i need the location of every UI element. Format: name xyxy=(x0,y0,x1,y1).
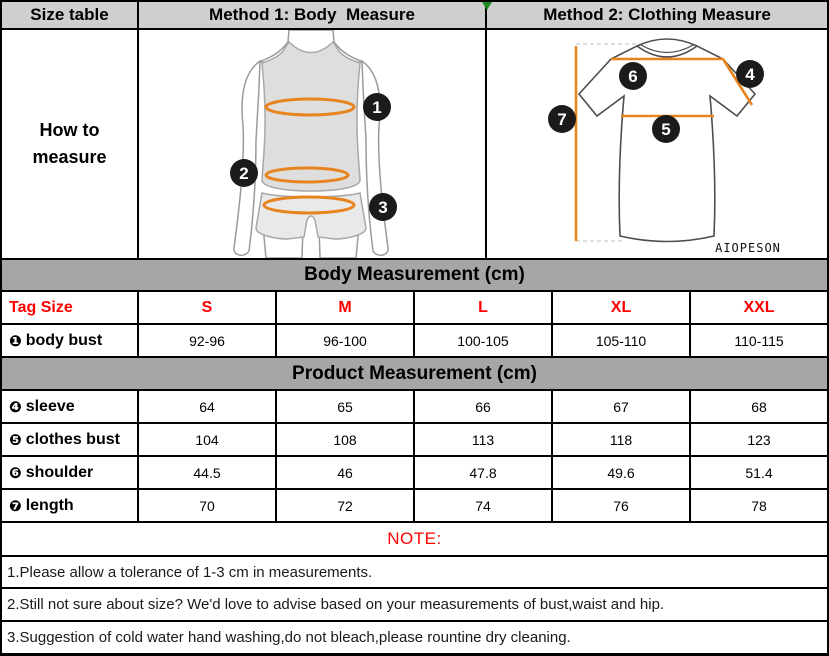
length-row xyxy=(2,490,827,523)
marker-6-glyph: ❻ xyxy=(9,463,22,482)
tshirt-figure-icon xyxy=(487,30,825,258)
body-bust-text: body bust xyxy=(25,331,103,349)
body-bust-label xyxy=(2,325,139,356)
product-measurement-header: Product Measurement (cm) xyxy=(2,358,827,391)
tag-size-row xyxy=(2,292,827,325)
size-l: L xyxy=(415,292,553,323)
note-title-row xyxy=(2,523,827,557)
marker-2-label: 2 xyxy=(239,164,249,183)
note-text-1: 1.Please allow a tolerance of 1-3 cm in measurements. xyxy=(7,563,373,581)
tshirt-shape xyxy=(579,46,755,242)
shoulder-xl: 49.6 xyxy=(553,457,691,488)
sleeve-text: sleeve xyxy=(25,397,75,415)
collar-inner xyxy=(641,45,693,53)
size-s: S xyxy=(139,292,277,323)
tag-size-label: Tag Size xyxy=(2,292,139,323)
marker-7-glyph: ❼ xyxy=(9,496,22,515)
top-header-row xyxy=(2,2,827,30)
clothes-bust-m: 108 xyxy=(277,424,415,455)
body-bust-row xyxy=(2,325,827,358)
shoulder-s: 44.5 xyxy=(139,457,277,488)
marker-4-label: 4 xyxy=(745,65,755,84)
length-m: 72 xyxy=(277,490,415,521)
shoulder-l: 47.8 xyxy=(415,457,553,488)
sleeve-m: 65 xyxy=(277,391,415,422)
clothes-bust-xxl: 123 xyxy=(747,431,771,448)
note-item-2 xyxy=(2,589,827,622)
how-to-measure-line1: How to xyxy=(39,120,100,140)
sleeve-s: 64 xyxy=(139,391,277,422)
method1-header: Method 1: Body Measure xyxy=(139,2,487,28)
collar-outer xyxy=(637,39,697,46)
shoulder-text: shoulder xyxy=(25,463,94,481)
length-label xyxy=(2,490,139,521)
brand-text: AIOPESON xyxy=(715,241,781,255)
marker-7-label: 7 xyxy=(557,110,567,129)
marker-6-label: 6 xyxy=(628,67,638,86)
note-item-3 xyxy=(2,622,827,653)
length-xl: 76 xyxy=(553,490,691,521)
sleeve-label xyxy=(2,391,139,422)
sleeve-xl: 67 xyxy=(553,391,691,422)
body-measurement-header: Body Measurement (cm) xyxy=(2,260,827,292)
clothes-bust-s: 104 xyxy=(139,424,277,455)
shoulder-m: 46 xyxy=(277,457,415,488)
shoulder-row xyxy=(2,457,827,490)
length-xxl: 78 xyxy=(751,497,767,514)
note-title: NOTE: xyxy=(387,529,442,548)
shoulder-label xyxy=(2,457,139,488)
body-figure-icon xyxy=(139,30,487,258)
clothes-bust-xl: 118 xyxy=(553,424,691,455)
body-bust-xxl: 110-115 xyxy=(734,332,784,349)
how-to-measure-row xyxy=(2,30,827,260)
sleeve-l: 66 xyxy=(415,391,553,422)
clothes-bust-row xyxy=(2,424,827,457)
clothing-measure-illustration xyxy=(487,30,827,258)
sleeve-xxl: 68 xyxy=(751,398,767,415)
length-text: length xyxy=(25,496,74,514)
length-l: 74 xyxy=(415,490,553,521)
cell-corner-marker xyxy=(482,2,492,10)
marker-1-glyph: ❶ xyxy=(9,331,22,350)
note-item-1 xyxy=(2,557,827,589)
size-xl: XL xyxy=(553,292,691,323)
size-table-header: Size table xyxy=(2,2,139,28)
body-bust-xl: 105-110 xyxy=(553,325,691,356)
shoulder-xxl: 51.4 xyxy=(745,464,773,481)
clothes-bust-l: 113 xyxy=(415,424,553,455)
body-measure-illustration xyxy=(139,30,487,258)
how-to-measure-line2: measure xyxy=(32,147,107,167)
body-bust-s: 92-96 xyxy=(139,325,277,356)
size-m: M xyxy=(277,292,415,323)
marker-4-glyph: ❹ xyxy=(9,397,22,416)
clothes-bust-text: clothes bust xyxy=(25,430,120,448)
length-s: 70 xyxy=(139,490,277,521)
body-bust-m: 96-100 xyxy=(277,325,415,356)
size-xxl: XXL xyxy=(743,298,775,316)
body-bust-l: 100-105 xyxy=(415,325,553,356)
marker-3-label: 3 xyxy=(378,198,388,217)
method2-header: Method 2: Clothing Measure xyxy=(543,5,771,24)
note-text-2: 2.Still not sure about size? We'd love to advise based on your measurements of bust,waist and hip. xyxy=(7,596,665,613)
sleeve-row xyxy=(2,391,827,424)
marker-1-label: 1 xyxy=(372,98,382,117)
clothes-bust-label xyxy=(2,424,139,455)
marker-5-glyph: ❺ xyxy=(9,430,22,449)
how-to-measure-label xyxy=(2,30,139,258)
note-text-3: 3.Suggestion of cold water hand washing,do not bleach,please rountine dry cleaning. xyxy=(7,629,571,646)
marker-5-label: 5 xyxy=(661,120,671,139)
